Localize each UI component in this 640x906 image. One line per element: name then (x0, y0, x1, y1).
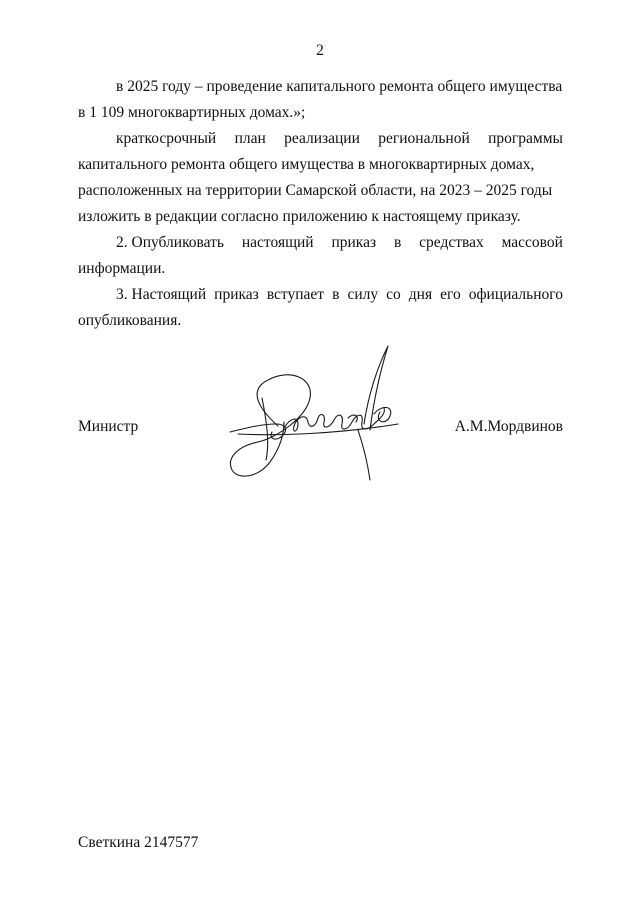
handwritten-signature (218, 338, 408, 486)
paragraph-3-line-1 (78, 230, 563, 256)
signatory-title: Министр (78, 418, 139, 435)
word: приказ (214, 286, 259, 303)
paragraph-1 (78, 74, 563, 126)
executor-note: Светкина 2147577 (78, 834, 199, 851)
word: 2. Опубликовать (116, 234, 224, 251)
word: дня (408, 286, 433, 303)
word: в (332, 286, 340, 303)
paragraph-3-line-2: информации. (78, 260, 166, 277)
word: силу (347, 286, 379, 303)
paragraph-2-line-4: изложить в редакции согласно приложению к настоящему приказу. (78, 208, 521, 225)
signatory-name: А.М.Мордвинов (454, 418, 563, 435)
word: его (440, 286, 461, 303)
word: краткосрочный (116, 130, 217, 147)
paragraph-4-line-2: опубликования. (78, 312, 182, 329)
word: 3. Настоящий (116, 286, 207, 303)
word: реализации (284, 130, 360, 147)
word: массовой (501, 234, 563, 251)
word: настоящий (241, 234, 314, 251)
word: средствах (419, 234, 484, 251)
word: план (234, 130, 266, 147)
word: официального (468, 286, 563, 303)
word: в (393, 234, 402, 251)
paragraph-1-line-2: в 1 109 многоквартирных домах.»; (78, 104, 306, 121)
word: со (386, 286, 401, 303)
paragraph-2 (78, 126, 563, 230)
paragraph-2-line-2: капитального ремонта общего имущества в многоквартирных домах, (78, 156, 535, 173)
paragraph-4-line-1 (78, 282, 563, 308)
page-number: 2 (316, 42, 324, 59)
paragraph-3 (78, 230, 563, 282)
word: приказ (331, 234, 377, 251)
word: программы (488, 130, 563, 147)
paragraph-1-line-1: в 2025 году – проведение капитального ремонта общего имущества (116, 78, 563, 95)
paragraph-2-line-3: расположенных на территории Самарской области, на 2023 – 2025 годы (78, 182, 553, 199)
paragraph-2-line-1 (78, 126, 563, 152)
word: вступает (266, 286, 325, 303)
document-body (78, 74, 563, 334)
paragraph-4 (78, 282, 563, 334)
signature-block (78, 416, 563, 438)
word: региональной (378, 130, 470, 147)
